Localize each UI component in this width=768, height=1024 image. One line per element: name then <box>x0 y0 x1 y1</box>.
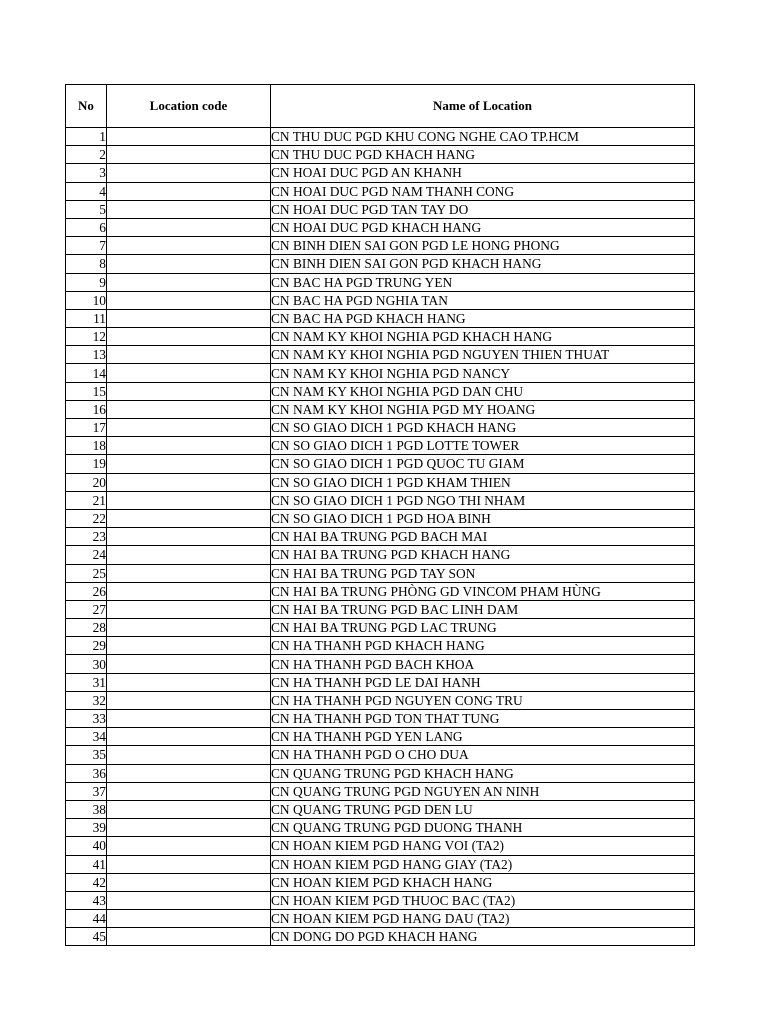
location-code-cell <box>107 309 271 327</box>
location-code-cell <box>107 328 271 346</box>
location-code-cell <box>107 855 271 873</box>
row-number-cell: 39 <box>66 819 107 837</box>
location-name-cell: CN HOAI DUC PGD AN KHANH <box>271 164 695 182</box>
row-number-cell: 16 <box>66 400 107 418</box>
table-row <box>66 328 695 346</box>
row-number-cell: 10 <box>66 291 107 309</box>
table-row <box>66 255 695 273</box>
location-code-cell <box>107 346 271 364</box>
row-number-cell: 18 <box>66 437 107 455</box>
location-code-cell <box>107 673 271 691</box>
location-name-cell: CN BAC HA PGD KHACH HANG <box>271 309 695 327</box>
row-number-cell: 44 <box>66 910 107 928</box>
table-row <box>66 491 695 509</box>
location-name-cell: CN HAI BA TRUNG PGD KHACH HANG <box>271 546 695 564</box>
location-code-cell <box>107 437 271 455</box>
row-number-cell: 25 <box>66 564 107 582</box>
table-row <box>66 910 695 928</box>
row-number-cell: 2 <box>66 146 107 164</box>
location-code-cell <box>107 273 271 291</box>
location-name-cell: CN HOAI DUC PGD TAN TAY DO <box>271 200 695 218</box>
location-name-cell: CN NAM KY KHOI NGHIA PGD DAN CHU <box>271 382 695 400</box>
location-code-cell <box>107 837 271 855</box>
location-name-cell: CN QUANG TRUNG PGD NGUYEN AN NINH <box>271 782 695 800</box>
row-number-cell: 14 <box>66 364 107 382</box>
table-row <box>66 619 695 637</box>
row-number-cell: 19 <box>66 455 107 473</box>
location-table <box>65 84 695 946</box>
table-row <box>66 364 695 382</box>
location-code-cell <box>107 891 271 909</box>
table-row <box>66 837 695 855</box>
row-number-cell: 9 <box>66 273 107 291</box>
location-name-cell: CN QUANG TRUNG PGD DEN LU <box>271 800 695 818</box>
header-location-code: Location code <box>107 85 271 128</box>
table-row <box>66 455 695 473</box>
row-number-cell: 30 <box>66 655 107 673</box>
table-row <box>66 182 695 200</box>
location-name-cell: CN NAM KY KHOI NGHIA PGD NANCY <box>271 364 695 382</box>
table-row <box>66 309 695 327</box>
location-code-cell <box>107 200 271 218</box>
location-code-cell <box>107 655 271 673</box>
location-code-cell <box>107 691 271 709</box>
location-name-cell: CN SO GIAO DICH 1 PGD KHAM THIEN <box>271 473 695 491</box>
row-number-cell: 41 <box>66 855 107 873</box>
row-number-cell: 40 <box>66 837 107 855</box>
table-row <box>66 528 695 546</box>
location-name-cell: CN HA THANH PGD NGUYEN CONG TRU <box>271 691 695 709</box>
location-name-cell: CN HOAN KIEM PGD KHACH HANG <box>271 873 695 891</box>
row-number-cell: 24 <box>66 546 107 564</box>
location-name-cell: CN NAM KY KHOI NGHIA PGD MY HOANG <box>271 400 695 418</box>
location-code-cell <box>107 237 271 255</box>
location-code-cell <box>107 928 271 946</box>
location-code-cell <box>107 291 271 309</box>
table-row <box>66 400 695 418</box>
table-row <box>66 655 695 673</box>
row-number-cell: 1 <box>66 128 107 146</box>
location-code-cell <box>107 528 271 546</box>
table-row <box>66 928 695 946</box>
location-code-cell <box>107 455 271 473</box>
location-code-cell <box>107 746 271 764</box>
table-row <box>66 273 695 291</box>
location-name-cell: CN HAI BA TRUNG PGD TAY SON <box>271 564 695 582</box>
row-number-cell: 34 <box>66 728 107 746</box>
row-number-cell: 27 <box>66 600 107 618</box>
location-code-cell <box>107 564 271 582</box>
row-number-cell: 20 <box>66 473 107 491</box>
location-name-cell: CN HOAN KIEM PGD HANG GIAY (TA2) <box>271 855 695 873</box>
row-number-cell: 33 <box>66 710 107 728</box>
row-number-cell: 21 <box>66 491 107 509</box>
location-code-cell <box>107 873 271 891</box>
location-name-cell: CN SO GIAO DICH 1 PGD HOA BINH <box>271 509 695 527</box>
location-name-cell: CN BINH DIEN SAI GON PGD KHACH HANG <box>271 255 695 273</box>
row-number-cell: 3 <box>66 164 107 182</box>
row-number-cell: 13 <box>66 346 107 364</box>
location-name-cell: CN BAC HA PGD TRUNG YEN <box>271 273 695 291</box>
table-body <box>66 128 695 946</box>
location-name-cell: CN HAI BA TRUNG PGD BACH MAI <box>271 528 695 546</box>
location-code-cell <box>107 728 271 746</box>
location-name-cell: CN HOAN KIEM PGD HANG VOI (TA2) <box>271 837 695 855</box>
location-code-cell <box>107 146 271 164</box>
table-row <box>66 237 695 255</box>
row-number-cell: 37 <box>66 782 107 800</box>
location-name-cell: CN HAI BA TRUNG PHÒNG GD VINCOM PHAM HÙNG <box>271 582 695 600</box>
location-name-cell: CN QUANG TRUNG PGD KHACH HANG <box>271 764 695 782</box>
row-number-cell: 36 <box>66 764 107 782</box>
table-row <box>66 200 695 218</box>
table-row <box>66 764 695 782</box>
header-name-of-location: Name of Location <box>271 85 695 128</box>
table-header-row <box>66 85 695 128</box>
location-code-cell <box>107 819 271 837</box>
location-name-cell: CN HA THANH PGD TON THAT TUNG <box>271 710 695 728</box>
row-number-cell: 43 <box>66 891 107 909</box>
table-row <box>66 291 695 309</box>
row-number-cell: 22 <box>66 509 107 527</box>
table-row <box>66 564 695 582</box>
row-number-cell: 26 <box>66 582 107 600</box>
table-row <box>66 855 695 873</box>
table-row <box>66 891 695 909</box>
table-row <box>66 600 695 618</box>
location-code-cell <box>107 473 271 491</box>
table-row <box>66 128 695 146</box>
row-number-cell: 32 <box>66 691 107 709</box>
table-row <box>66 164 695 182</box>
location-name-cell: CN THU DUC PGD KHACH HANG <box>271 146 695 164</box>
location-name-cell: CN HAI BA TRUNG PGD LAC TRUNG <box>271 619 695 637</box>
row-number-cell: 23 <box>66 528 107 546</box>
header-no: No <box>66 85 107 128</box>
location-name-cell: CN BINH DIEN SAI GON PGD LE HONG PHONG <box>271 237 695 255</box>
row-number-cell: 31 <box>66 673 107 691</box>
table-row <box>66 691 695 709</box>
location-code-cell <box>107 491 271 509</box>
location-name-cell: CN HA THANH PGD KHACH HANG <box>271 637 695 655</box>
location-code-cell <box>107 619 271 637</box>
location-code-cell <box>107 637 271 655</box>
location-name-cell: CN HA THANH PGD BACH KHOA <box>271 655 695 673</box>
location-code-cell <box>107 910 271 928</box>
location-code-cell <box>107 710 271 728</box>
location-code-cell <box>107 364 271 382</box>
location-name-cell: CN HA THANH PGD YEN LANG <box>271 728 695 746</box>
location-name-cell: CN SO GIAO DICH 1 PGD NGO THI NHAM <box>271 491 695 509</box>
row-number-cell: 35 <box>66 746 107 764</box>
row-number-cell: 6 <box>66 218 107 236</box>
row-number-cell: 38 <box>66 800 107 818</box>
table-row <box>66 782 695 800</box>
location-code-cell <box>107 164 271 182</box>
location-code-cell <box>107 419 271 437</box>
location-code-cell <box>107 800 271 818</box>
row-number-cell: 29 <box>66 637 107 655</box>
location-code-cell <box>107 400 271 418</box>
row-number-cell: 28 <box>66 619 107 637</box>
location-name-cell: CN THU DUC PGD KHU CONG NGHE CAO TP.HCM <box>271 128 695 146</box>
location-name-cell: CN NAM KY KHOI NGHIA PGD KHACH HANG <box>271 328 695 346</box>
location-name-cell: CN SO GIAO DICH 1 PGD LOTTE TOWER <box>271 437 695 455</box>
location-name-cell: CN BAC HA PGD NGHIA TAN <box>271 291 695 309</box>
location-name-cell: CN NAM KY KHOI NGHIA PGD NGUYEN THIEN THUAT <box>271 346 695 364</box>
location-name-cell: CN HOAN KIEM PGD HANG DAU (TA2) <box>271 910 695 928</box>
table-row <box>66 800 695 818</box>
table-row <box>66 546 695 564</box>
table-row <box>66 746 695 764</box>
location-code-cell <box>107 182 271 200</box>
location-name-cell: CN SO GIAO DICH 1 PGD QUOC TU GIAM <box>271 455 695 473</box>
location-name-cell: CN DONG DO PGD KHACH HANG <box>271 928 695 946</box>
table-row <box>66 146 695 164</box>
table-row <box>66 873 695 891</box>
location-name-cell: CN HOAI DUC PGD KHACH HANG <box>271 218 695 236</box>
row-number-cell: 4 <box>66 182 107 200</box>
row-number-cell: 15 <box>66 382 107 400</box>
location-code-cell <box>107 764 271 782</box>
location-name-cell: CN HOAN KIEM PGD THUOC BAC (TA2) <box>271 891 695 909</box>
location-name-cell: CN HAI BA TRUNG PGD BAC LINH DAM <box>271 600 695 618</box>
location-name-cell: CN HOAI DUC PGD NAM THANH CONG <box>271 182 695 200</box>
table-row <box>66 382 695 400</box>
row-number-cell: 5 <box>66 200 107 218</box>
location-code-cell <box>107 382 271 400</box>
row-number-cell: 7 <box>66 237 107 255</box>
table-row <box>66 473 695 491</box>
location-code-cell <box>107 218 271 236</box>
row-number-cell: 17 <box>66 419 107 437</box>
table-row <box>66 218 695 236</box>
table-row <box>66 346 695 364</box>
location-code-cell <box>107 255 271 273</box>
document-page <box>65 84 695 946</box>
location-code-cell <box>107 128 271 146</box>
table-row <box>66 728 695 746</box>
table-row <box>66 509 695 527</box>
location-code-cell <box>107 782 271 800</box>
row-number-cell: 11 <box>66 309 107 327</box>
table-row <box>66 419 695 437</box>
table-row <box>66 819 695 837</box>
table-row <box>66 673 695 691</box>
row-number-cell: 12 <box>66 328 107 346</box>
row-number-cell: 8 <box>66 255 107 273</box>
table-row <box>66 637 695 655</box>
location-code-cell <box>107 546 271 564</box>
location-name-cell: CN SO GIAO DICH 1 PGD KHACH HANG <box>271 419 695 437</box>
location-code-cell <box>107 582 271 600</box>
location-code-cell <box>107 509 271 527</box>
row-number-cell: 42 <box>66 873 107 891</box>
location-name-cell: CN HA THANH PGD LE DAI HANH <box>271 673 695 691</box>
location-code-cell <box>107 600 271 618</box>
row-number-cell: 45 <box>66 928 107 946</box>
location-name-cell: CN QUANG TRUNG PGD DUONG THANH <box>271 819 695 837</box>
table-row <box>66 582 695 600</box>
table-row <box>66 437 695 455</box>
location-name-cell: CN HA THANH PGD O CHO DUA <box>271 746 695 764</box>
table-row <box>66 710 695 728</box>
